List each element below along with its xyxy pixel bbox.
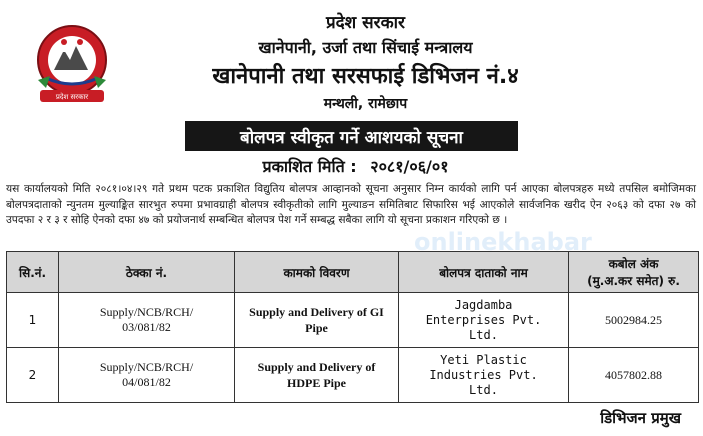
cell-bidder bbox=[399, 293, 569, 348]
published-date-line bbox=[0, 155, 703, 177]
contract-line: Supply/NCB/RCH/ bbox=[99, 360, 194, 374]
published-date: २०८१/०६/०१ bbox=[370, 157, 449, 176]
col-amount-title: कबोल अंक bbox=[608, 257, 659, 271]
published-label: प्रकाशित मिति : bbox=[262, 157, 357, 176]
bidder-line: Industries Pvt. bbox=[429, 367, 538, 382]
cell-description bbox=[235, 348, 399, 403]
header-ministry: खानेपानी, उर्जा तथा सिंचाई मन्त्रालय bbox=[258, 38, 473, 57]
cell-contract bbox=[59, 348, 235, 403]
table-row bbox=[7, 348, 699, 403]
col-contract: ठेक्का नं. bbox=[59, 252, 235, 293]
notice-title: बोलपत्र स्वीकृत गर्ने आशयको सूचना bbox=[185, 121, 518, 151]
cell-amount: 4057802.88 bbox=[569, 348, 699, 403]
bidder-line: Ltd. bbox=[469, 327, 498, 342]
header-province: प्रदेश सरकार bbox=[325, 13, 406, 33]
cell-sn: 1 bbox=[7, 293, 59, 348]
watermark: onlinekhabar bbox=[414, 228, 592, 256]
col-description: कामको विवरण bbox=[235, 252, 399, 293]
table-header-row bbox=[7, 252, 699, 293]
contract-line: Supply/NCB/RCH/ bbox=[99, 305, 194, 319]
contract-line: 03/081/82 bbox=[122, 320, 171, 334]
contract-line: 04/081/82 bbox=[122, 375, 171, 389]
bid-table bbox=[6, 251, 699, 403]
col-amount bbox=[569, 252, 699, 293]
description-line: HDPE Pipe bbox=[287, 376, 346, 390]
cell-amount: 5002984.25 bbox=[569, 293, 699, 348]
description-line: Supply and Delivery of GI bbox=[249, 305, 384, 319]
bidder-line: Enterprises Pvt. bbox=[425, 312, 542, 327]
signature-title: डिभिजन प्रमुख bbox=[600, 409, 681, 427]
cell-bidder bbox=[399, 348, 569, 403]
cell-sn: 2 bbox=[7, 348, 59, 403]
bidder-line: Ltd. bbox=[469, 382, 498, 397]
col-bidder: बोलपत्र दाताको नाम bbox=[399, 252, 569, 293]
cell-contract bbox=[59, 293, 235, 348]
col-amount-subtitle: (मु.अ.कर समेत) रु. bbox=[587, 274, 680, 288]
emblem-caption: प्रदेश सरकार bbox=[55, 93, 89, 101]
table-row bbox=[7, 293, 699, 348]
col-sn: सि.नं. bbox=[7, 252, 59, 293]
notice-body: यस कार्यालयको मिति २०८१।०४।२९ गते प्रथम पटक प्रकाशित विद्युतिय बोलपत्र आव्हानको सूचना अनुसार निम्न कार्यको लागि पर्न आएका बोलपत्रहरु मध्ये तपसिल बमोजिमका बोलपत्रदाताको न्युनतम मुल्याङ्कित सारभुत रुपमा प्रभावग्राही बोलपत्र स्वीकृतीको लागि मुल्याङन समितिबाट सिफारिस भई आएकोले सार्वजनिक खरीद ऐन २०६३ को दफा २७ को उपदफा २ र ३ र सोहि ऐनको दफा ४७ को प्रयोजनार्थ सम्बन्धित बोलपत्र पेश गर्ने सम्बद्ध सबैका लागि यो सूचना प्रकाशन गरिएको छ । bbox=[6, 183, 696, 226]
header-division: खानेपानी तथा सरसफाई डिभिजन नं.४ bbox=[212, 64, 519, 89]
cell-description bbox=[235, 293, 399, 348]
bidder-line: Yeti Plastic bbox=[440, 352, 527, 367]
bidder-line: Jagdamba bbox=[454, 297, 513, 312]
description-line: Pipe bbox=[305, 321, 328, 335]
description-line: Supply and Delivery of bbox=[257, 360, 376, 374]
header-location: मन्थली, रामेछाप bbox=[323, 96, 408, 112]
